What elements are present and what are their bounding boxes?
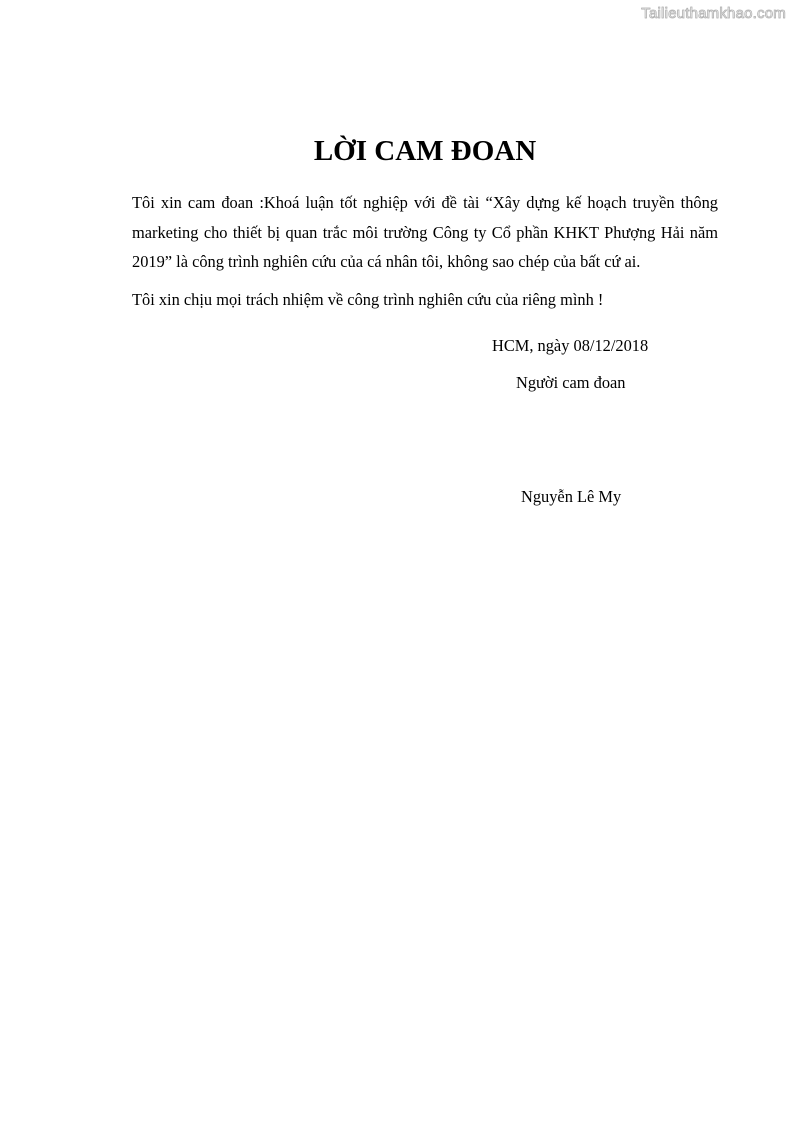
watermark-text: Tailieuthamkhao.com (641, 5, 786, 22)
signer-role: Người cam đoan (516, 373, 626, 392)
declaration-paragraph: Tôi xin cam đoan :Khoá luận tốt nghiệp với đề tài “Xây dựng kế hoạch truyền thông marketing cho thiết bị quan trắc môi trường Công ty Cổ phần KHKT Phượng Hải năm 2019” là công trình nghiên cứu của cá nhân tôi, không sao chép của bất cứ ai. (132, 193, 718, 271)
signature-date: HCM, ngày 08/12/2018 (492, 336, 649, 355)
signer-name: Nguyễn Lê My (521, 487, 622, 506)
responsibility-paragraph: Tôi xin chịu mọi trách nhiệm về công trình nghiên cứu của riêng mình ! (132, 290, 604, 309)
page-title: LỜI CAM ĐOAN (313, 135, 537, 167)
